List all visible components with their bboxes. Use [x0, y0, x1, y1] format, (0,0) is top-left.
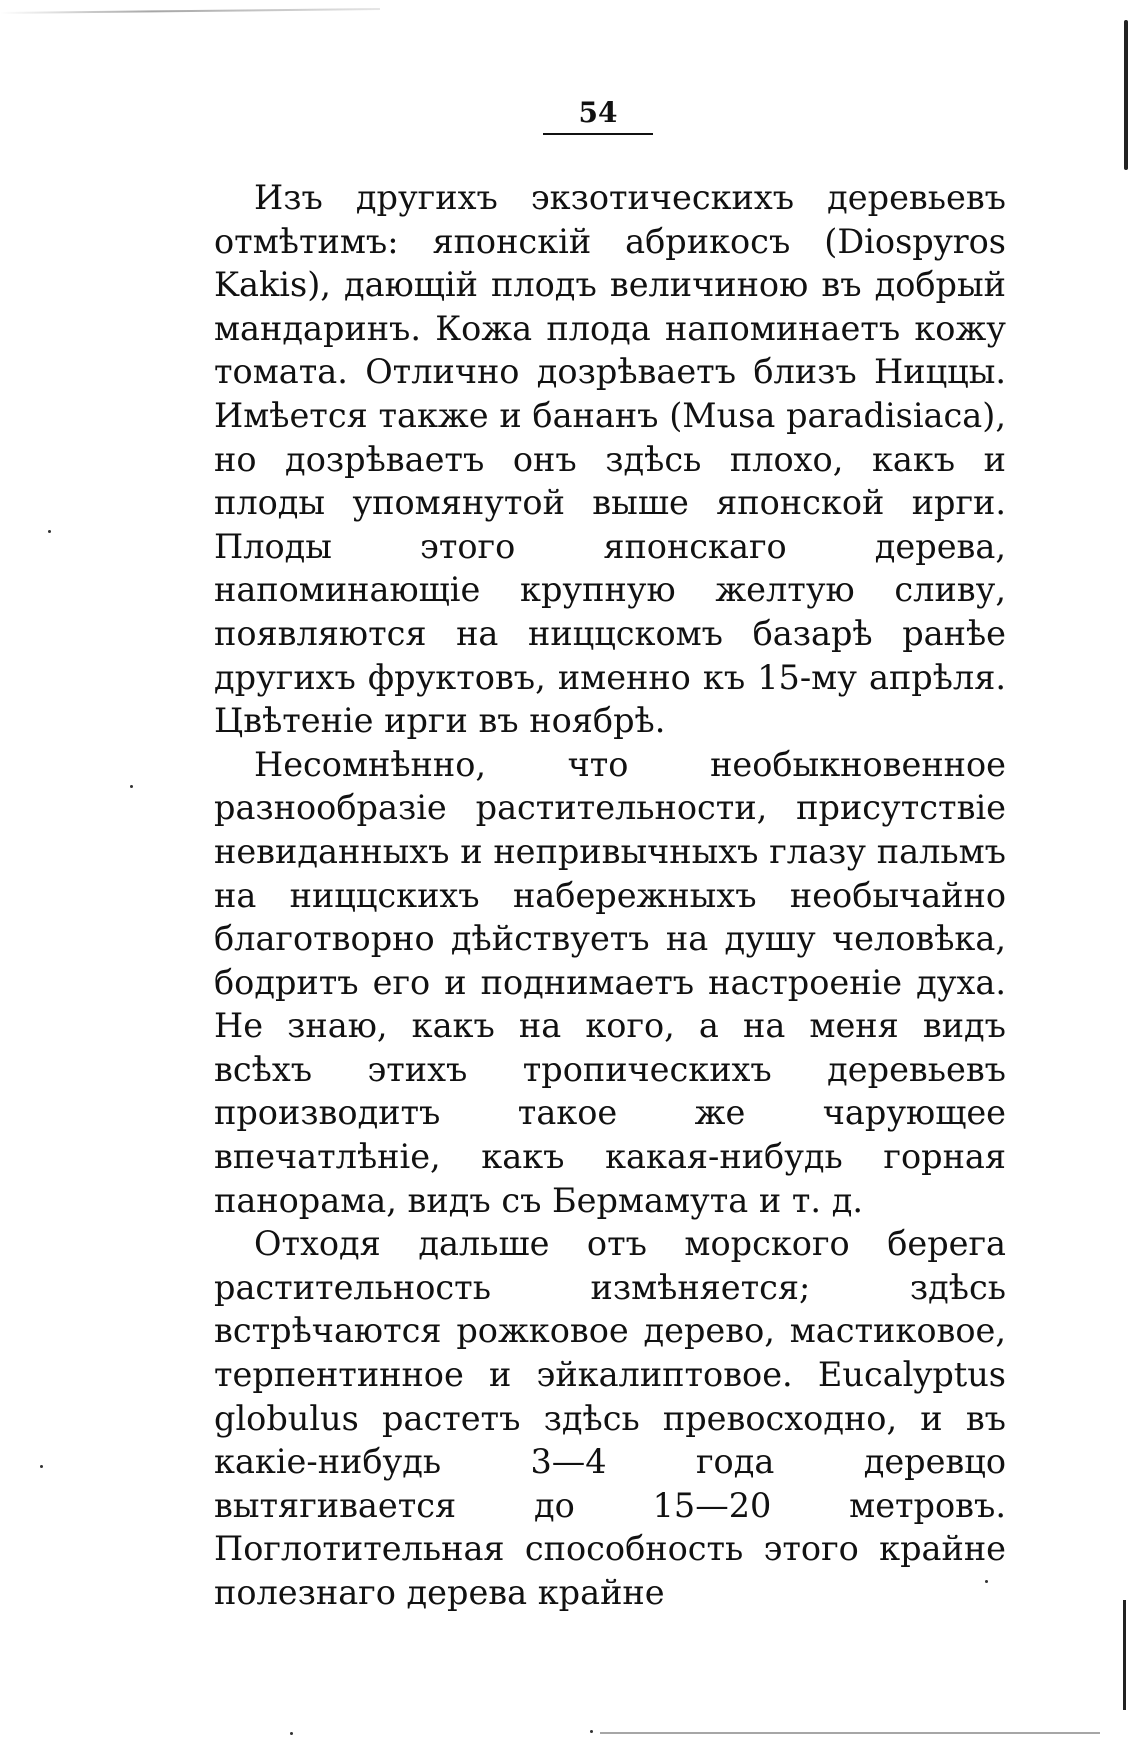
scan-speck	[40, 1465, 43, 1468]
scan-speck	[130, 785, 133, 788]
body-text	[214, 176, 1006, 1615]
scan-edge-right	[1124, 20, 1128, 170]
paragraph: Отходя дальше отъ морского берега растительность измѣняется; здѣсь встрѣчаются рожковое дерево, мастиковое, терпентинное и эйкалиптовое. Eucalyptus globulus растетъ здѣсь превосходно, и въ какіе-нибудь 3—4 года деревцо вытягивается до 15—20 метровъ. Поглотительная способность этого крайне полезнаго дерева крайне	[214, 1224, 1006, 1612]
scan-edge-top	[0, 8, 380, 14]
scan-speck	[590, 1730, 593, 1733]
scan-speck	[290, 1732, 293, 1735]
paragraph: Несомнѣнно, что необыкновенное разнообразіе растительности, присутствіе невиданныхъ и непривычныхъ глазу пальмъ на ниццскихъ набережныхъ необычайно благотворно дѣйствуетъ на душу человѣка, бодритъ его и поднимаетъ настроеніе духа. Не знаю, какъ на кого, а на меня видъ всѣхъ этихъ тропическихъ деревьевъ производитъ такое же чарующее впечатлѣніе, какъ какая-нибудь горная панорама, видъ съ Бермамута и т. д.	[214, 744, 1006, 1220]
scan-edge-bottom	[600, 1732, 1100, 1734]
scan-edge-right-bottom	[1123, 1600, 1126, 1710]
scan-speck	[48, 530, 51, 533]
page-number: 54	[543, 96, 654, 135]
paragraph: Изъ другихъ экзотическихъ деревьевъ отмѣтимъ: японскій абрикосъ (Diospyros Kakis), дающій плодъ величиною въ добрый мандаринъ. Кожа плода напоминаетъ кожу томата. Отлично дозрѣваетъ близъ Ниццы. Имѣется также и бананъ (Musa paradisiaca), но дозрѣваетъ онъ здѣсь плохо, какъ и плоды упомянутой выше японской ирги. Плоды этого японскаго дерева, напоминающіе крупную желтую сливу, появляются на ниццскомъ базарѣ ранѣе другихъ фруктовъ, именно къ 15-му апрѣля. Цвѣтеніе ирги въ ноябрѣ.	[214, 178, 1006, 741]
page-header	[0, 96, 1140, 135]
